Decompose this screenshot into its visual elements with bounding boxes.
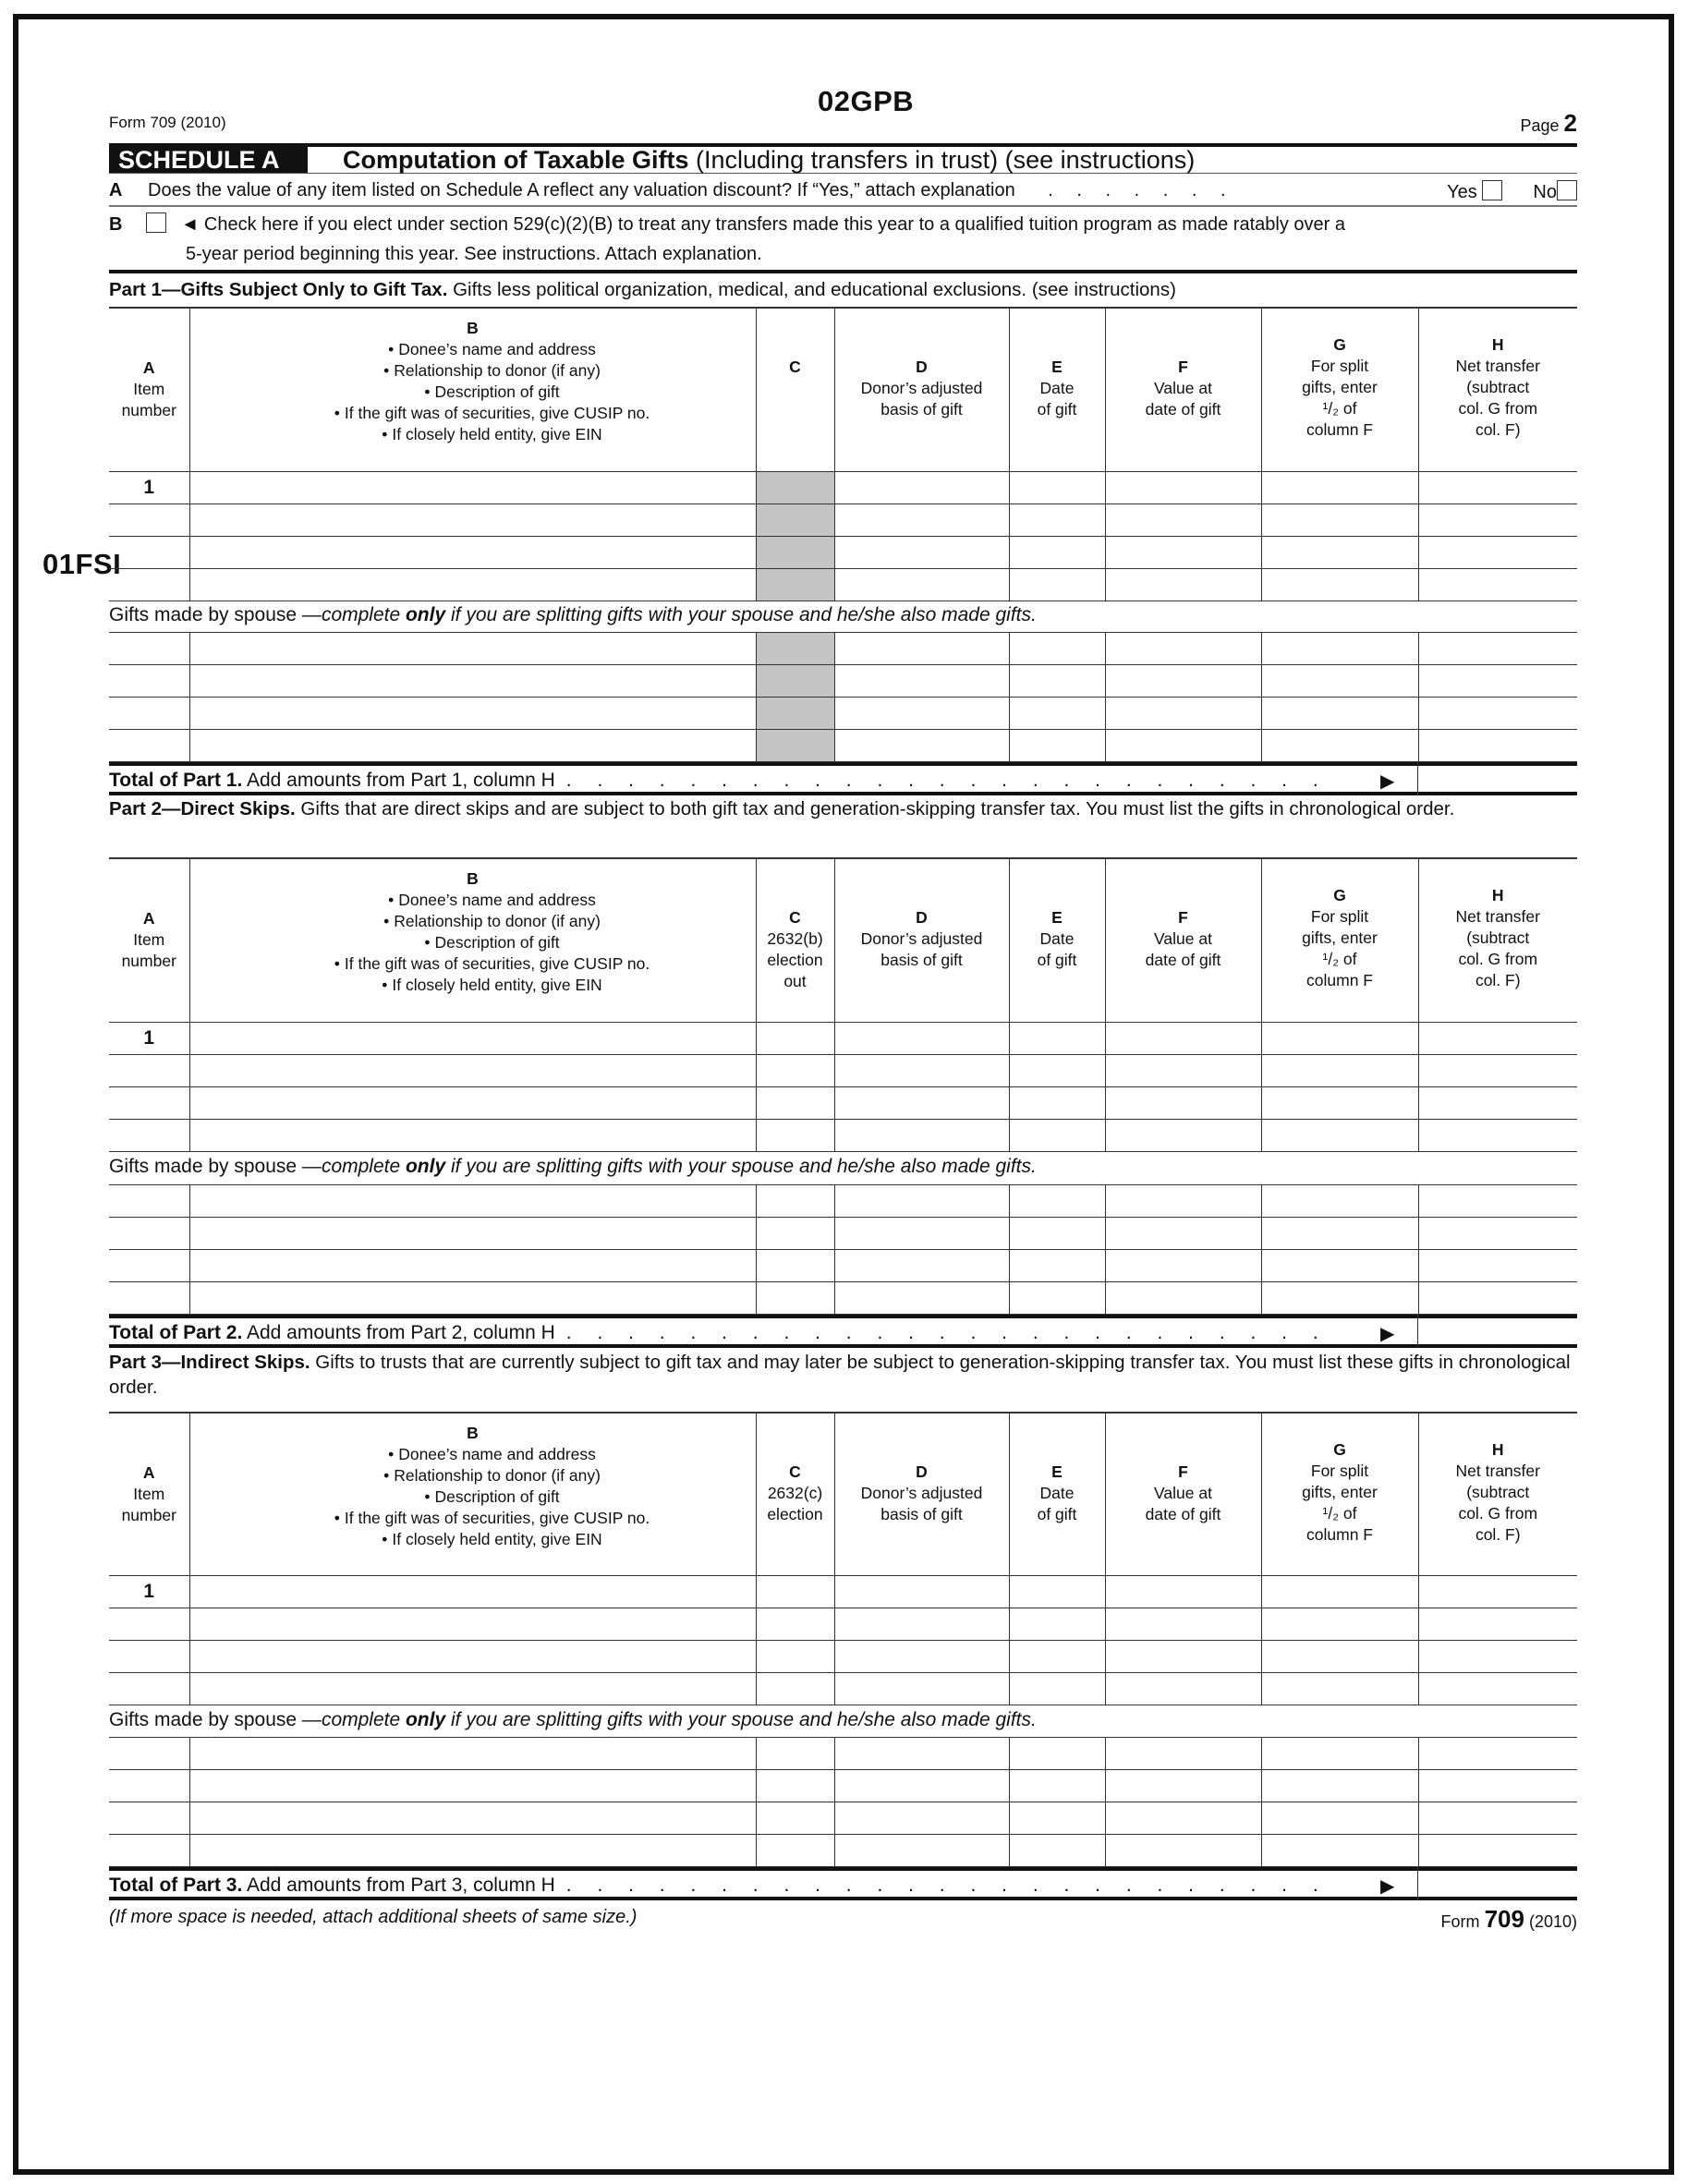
cell-f[interactable] <box>1105 730 1261 762</box>
valuation-discount-yes-checkbox[interactable] <box>1482 180 1502 200</box>
cell-b[interactable] <box>189 1802 756 1835</box>
cell-g[interactable] <box>1261 633 1418 665</box>
cell-h[interactable] <box>1418 1640 1577 1672</box>
part-1-total-field[interactable] <box>1417 762 1578 795</box>
arrow-right-icon: ▶ <box>1380 1324 1395 1344</box>
cell-h[interactable] <box>1418 1672 1577 1705</box>
part-2-title: Part 2—Direct Skips. Gifts that are direct skips and are subject to both gift tax and generation-skipping transfer tax. You must list the gifts in chronological order. <box>109 798 1455 819</box>
cell-g[interactable] <box>1261 1575 1418 1608</box>
table-row <box>109 504 1577 536</box>
part-2-spouse-table <box>109 1184 1577 1315</box>
col-a-header: A Item number <box>109 1413 189 1575</box>
cell-c[interactable] <box>756 1022 834 1054</box>
cell-f[interactable] <box>1105 536 1261 568</box>
cell-c[interactable] <box>756 1835 834 1867</box>
cell-h[interactable] <box>1418 504 1577 536</box>
cell-g[interactable] <box>1261 504 1418 536</box>
cell-c[interactable] <box>756 1672 834 1705</box>
cell-d[interactable] <box>834 1119 1009 1151</box>
cell-g[interactable] <box>1261 665 1418 698</box>
cell-g[interactable] <box>1261 1218 1418 1250</box>
cell-g[interactable] <box>1261 568 1418 601</box>
stamp-top: 02GPB <box>818 85 915 117</box>
table-row <box>109 536 1577 568</box>
cell-g[interactable] <box>1261 471 1418 504</box>
cell-c[interactable] <box>756 1185 834 1218</box>
cell-c-shaded <box>756 504 834 536</box>
cell-f[interactable] <box>1105 1640 1261 1672</box>
footer-note: (If more space is needed, attach additional sheets of same size.) <box>109 1907 638 1927</box>
cell-f[interactable] <box>1105 1282 1261 1315</box>
cell-h[interactable] <box>1418 633 1577 665</box>
part-3-spouse-table <box>109 1737 1577 1867</box>
col-c-header: C <box>756 308 834 471</box>
cell-f[interactable] <box>1105 1022 1261 1054</box>
table-row <box>109 698 1577 730</box>
cell-h[interactable] <box>1418 1086 1577 1119</box>
table-row <box>109 1218 1577 1250</box>
table-row <box>109 633 1577 665</box>
col-c-header: C 2632(c) election <box>756 1413 834 1575</box>
cell-g[interactable] <box>1261 1119 1418 1151</box>
cell-e[interactable] <box>1009 1054 1105 1086</box>
col-b-header: B • Donee’s name and address • Relationship to donor (if any) • Description of gift • If the gift was of securities, give CUSIP no. • If closely held entity, give EIN <box>189 308 756 471</box>
table-row <box>109 1770 1577 1802</box>
cell-c-shaded <box>756 536 834 568</box>
cell-d[interactable] <box>834 1672 1009 1705</box>
cell-e[interactable] <box>1009 1282 1105 1315</box>
cell-b[interactable] <box>189 471 756 504</box>
cell-a[interactable] <box>109 1738 189 1770</box>
cell-e[interactable] <box>1009 1802 1105 1835</box>
cell-f[interactable] <box>1105 1218 1261 1250</box>
cell-b[interactable] <box>189 1054 756 1086</box>
cell-c[interactable] <box>756 1282 834 1315</box>
cell-a[interactable] <box>109 633 189 665</box>
cell-d[interactable] <box>834 1835 1009 1867</box>
cell-d[interactable] <box>834 1608 1009 1640</box>
cell-c[interactable] <box>756 1250 834 1282</box>
cell-f[interactable] <box>1105 471 1261 504</box>
table-row: 1 <box>109 1022 1577 1054</box>
cell-f[interactable] <box>1105 504 1261 536</box>
cell-b[interactable] <box>189 1218 756 1250</box>
cell-b[interactable] <box>189 1608 756 1640</box>
cell-b[interactable] <box>189 1119 756 1151</box>
col-f-header: F Value at date of gift <box>1105 1413 1261 1575</box>
cell-f[interactable] <box>1105 1086 1261 1119</box>
cell-e[interactable] <box>1009 1185 1105 1218</box>
cell-d[interactable] <box>834 1218 1009 1250</box>
cell-a[interactable] <box>109 698 189 730</box>
cell-c[interactable] <box>756 1608 834 1640</box>
part-2-spouse-note: Gifts made by spouse —complete only if you are splitting gifts with your spouse and he/she also made gifts. <box>109 1156 1037 1177</box>
col-b-header: B • Donee’s name and address • Relationship to donor (if any) • Description of gift • If the gift was of securities, give CUSIP no. • If closely held entity, give EIN <box>189 1413 756 1575</box>
cell-h[interactable] <box>1418 1608 1577 1640</box>
cell-f[interactable] <box>1105 1054 1261 1086</box>
cell-d[interactable] <box>834 1770 1009 1802</box>
col-d-header: D Donor’s adjusted basis of gift <box>834 858 1009 1022</box>
part-1-title: Part 1—Gifts Subject Only to Gift Tax. Gifts less political organization, medical, and educational exclusions. (see instructions) <box>109 279 1176 300</box>
cell-d[interactable] <box>834 698 1009 730</box>
cell-e[interactable] <box>1009 536 1105 568</box>
cell-e[interactable] <box>1009 568 1105 601</box>
cell-d[interactable] <box>834 1282 1009 1315</box>
col-e-header: E Date of gift <box>1009 1413 1105 1575</box>
cell-a[interactable] <box>109 1054 189 1086</box>
cell-h[interactable] <box>1418 1054 1577 1086</box>
table-row <box>109 1185 1577 1218</box>
cell-c-shaded <box>756 730 834 762</box>
cell-b[interactable] <box>189 1770 756 1802</box>
table-row <box>109 1672 1577 1705</box>
cell-e[interactable] <box>1009 730 1105 762</box>
table-row <box>109 665 1577 698</box>
cell-d[interactable] <box>834 1640 1009 1672</box>
col-e-header: E Date of gift <box>1009 858 1105 1022</box>
cell-a[interactable] <box>109 568 189 601</box>
cell-h[interactable] <box>1418 1185 1577 1218</box>
col-b-header: B • Donee’s name and address • Relationship to donor (if any) • Description of gift • If the gift was of securities, give CUSIP no. • If closely held entity, give EIN <box>189 858 756 1022</box>
cell-g[interactable] <box>1261 1802 1418 1835</box>
cell-f[interactable] <box>1105 633 1261 665</box>
cell-h[interactable] <box>1418 568 1577 601</box>
table-row <box>109 1282 1577 1315</box>
cell-d[interactable] <box>834 1054 1009 1086</box>
table-row <box>109 1802 1577 1835</box>
part-1-spouse-table <box>109 632 1577 762</box>
cell-b[interactable] <box>189 633 756 665</box>
table-row <box>109 1250 1577 1282</box>
cell-d[interactable] <box>834 1738 1009 1770</box>
cell-c[interactable] <box>756 1054 834 1086</box>
cell-a[interactable] <box>109 536 189 568</box>
cell-c-shaded <box>756 665 834 698</box>
cell-a[interactable] <box>109 1608 189 1640</box>
table-row <box>109 1640 1577 1672</box>
divider <box>109 205 1577 207</box>
col-f-header: F Value at date of gift <box>1105 308 1261 471</box>
cell-e[interactable] <box>1009 471 1105 504</box>
cell-f[interactable] <box>1105 1608 1261 1640</box>
cell-c[interactable] <box>756 1086 834 1119</box>
cell-h[interactable] <box>1418 1575 1577 1608</box>
cell-e[interactable] <box>1009 1640 1105 1672</box>
cell-a[interactable] <box>109 1770 189 1802</box>
section-529-election-checkbox[interactable] <box>146 212 166 233</box>
cell-c[interactable] <box>756 1575 834 1608</box>
cell-b[interactable] <box>189 1086 756 1119</box>
table-row: 1 <box>109 1575 1577 1608</box>
cell-b[interactable] <box>189 698 756 730</box>
cell-g[interactable] <box>1261 1022 1418 1054</box>
arrow-left-icon: ◄ <box>180 214 200 235</box>
cell-g[interactable] <box>1261 698 1418 730</box>
cell-d[interactable] <box>834 1575 1009 1608</box>
cell-b[interactable] <box>189 1835 756 1867</box>
cell-a[interactable] <box>109 1086 189 1119</box>
cell-d[interactable] <box>834 633 1009 665</box>
col-g-header: G For split gifts, enter ¹/₂ of column F <box>1261 1413 1418 1575</box>
cell-a[interactable] <box>109 1218 189 1250</box>
cell-c[interactable] <box>756 1770 834 1802</box>
footer-form-id: Form 709 (2010) <box>1440 1905 1577 1933</box>
cell-e[interactable] <box>1009 1086 1105 1119</box>
part-1-total-row: Total of Part 1. Add amounts from Part 1, column H . . . . . . . . . . . . . . . . . . . . . . . . . ▶ <box>109 762 1577 795</box>
cell-g[interactable] <box>1261 1086 1418 1119</box>
col-d-header: D Donor’s adjusted basis of gift <box>834 308 1009 471</box>
cell-b[interactable] <box>189 568 756 601</box>
cell-h[interactable] <box>1418 1218 1577 1250</box>
cell-f[interactable] <box>1105 1119 1261 1151</box>
schedule-header <box>109 143 1577 174</box>
cell-h[interactable] <box>1418 1738 1577 1770</box>
cell-b[interactable] <box>189 1640 756 1672</box>
cell-a[interactable] <box>109 1640 189 1672</box>
question-a: A Does the value of any item listed on Schedule A reflect any valuation discount? If “Yes,” attach explanation . . . . . . . Yes No <box>109 180 1577 201</box>
cell-a[interactable] <box>109 1802 189 1835</box>
part-1-spouse-note: Gifts made by spouse —complete only if you are splitting gifts with your spouse and he/she also made gifts. <box>109 604 1037 625</box>
cell-h[interactable] <box>1418 471 1577 504</box>
part-3-table <box>109 1412 1577 1705</box>
cell-e[interactable] <box>1009 633 1105 665</box>
cell-b[interactable] <box>189 536 756 568</box>
cell-h[interactable] <box>1418 1802 1577 1835</box>
cell-b[interactable] <box>189 1738 756 1770</box>
cell-g[interactable] <box>1261 1738 1418 1770</box>
cell-f[interactable] <box>1105 1672 1261 1705</box>
cell-f[interactable] <box>1105 1770 1261 1802</box>
cell-d[interactable] <box>834 665 1009 698</box>
cell-a[interactable] <box>109 1185 189 1218</box>
cell-g[interactable] <box>1261 1835 1418 1867</box>
part-3-total-row: Total of Part 3. Add amounts from Part 3, column H . . . . . . . . . . . . . . . . . . . . . . . . . ▶ <box>109 1867 1577 1900</box>
cell-d[interactable] <box>834 1185 1009 1218</box>
cell-b[interactable] <box>189 1250 756 1282</box>
table-row <box>109 1835 1577 1867</box>
cell-g[interactable] <box>1261 1250 1418 1282</box>
cell-f[interactable] <box>1105 1802 1261 1835</box>
cell-e[interactable] <box>1009 1835 1105 1867</box>
cell-d[interactable] <box>834 1802 1009 1835</box>
cell-f[interactable] <box>1105 1185 1261 1218</box>
cell-a[interactable] <box>109 1119 189 1151</box>
cell-g[interactable] <box>1261 1672 1418 1705</box>
cell-h[interactable] <box>1418 1835 1577 1867</box>
cell-c[interactable] <box>756 1119 834 1151</box>
stamp-left: 01FSI <box>43 548 122 580</box>
arrow-right-icon: ▶ <box>1380 1876 1395 1897</box>
cell-h[interactable] <box>1418 1770 1577 1802</box>
table-row <box>109 1086 1577 1119</box>
cell-c[interactable] <box>756 1640 834 1672</box>
cell-h[interactable] <box>1418 665 1577 698</box>
cell-h[interactable] <box>1418 1250 1577 1282</box>
col-h-header: H Net transfer (subtract col. G from col. F) <box>1418 858 1577 1022</box>
part-3-title: Part 3—Indirect Skips. Gifts to trusts that are currently subject to gift tax and may later be subject to generation-skipping transfer tax. You must list these gifts in chronological order. <box>109 1352 1571 1398</box>
cell-c-shaded <box>756 568 834 601</box>
schedule-tag: SCHEDULE A <box>109 147 308 173</box>
part-2-total-field[interactable] <box>1417 1315 1578 1348</box>
cell-c[interactable] <box>756 1802 834 1835</box>
table-row: 1 <box>109 471 1577 504</box>
col-g-header: G For split gifts, enter ¹/₂ of column F <box>1261 308 1418 471</box>
cell-b[interactable] <box>189 504 756 536</box>
table-row <box>109 568 1577 601</box>
part-2-total-row: Total of Part 2. Add amounts from Part 2, column H . . . . . . . . . . . . . . . . . . . . . . . . . ▶ <box>109 1315 1577 1348</box>
cell-e[interactable] <box>1009 1218 1105 1250</box>
cell-c-shaded <box>756 633 834 665</box>
cell-d[interactable] <box>834 1250 1009 1282</box>
cell-c-shaded <box>756 471 834 504</box>
cell-b[interactable] <box>189 730 756 762</box>
table-row <box>109 1608 1577 1640</box>
cell-e[interactable] <box>1009 1575 1105 1608</box>
cell-e[interactable] <box>1009 1250 1105 1282</box>
part-3-spouse-note: Gifts made by spouse —complete only if you are splitting gifts with your spouse and he/she also made gifts. <box>109 1709 1037 1730</box>
cell-b[interactable] <box>189 665 756 698</box>
cell-g[interactable] <box>1261 1282 1418 1315</box>
page-number: Page 2 <box>1520 109 1577 137</box>
table-row <box>109 1738 1577 1770</box>
col-e-header: E Date of gift <box>1009 308 1105 471</box>
table-row <box>109 1119 1577 1151</box>
cell-b[interactable] <box>189 1022 756 1054</box>
cell-d[interactable] <box>834 730 1009 762</box>
cell-a[interactable] <box>109 504 189 536</box>
cell-g[interactable] <box>1261 1185 1418 1218</box>
cell-d[interactable] <box>834 568 1009 601</box>
cell-h[interactable] <box>1418 536 1577 568</box>
cell-c[interactable] <box>756 1738 834 1770</box>
valuation-discount-no-checkbox[interactable] <box>1557 180 1577 200</box>
col-a-header: A Item number <box>109 308 189 471</box>
cell-e[interactable] <box>1009 1022 1105 1054</box>
cell-e[interactable] <box>1009 504 1105 536</box>
col-g-header: G For split gifts, enter ¹/₂ of column F <box>1261 858 1418 1022</box>
col-c-header: C 2632(b) election out <box>756 858 834 1022</box>
cell-a[interactable] <box>109 1835 189 1867</box>
schedule-title: Computation of Taxable Gifts (Including transfers in trust) (see instructions) <box>343 146 1196 174</box>
cell-h[interactable] <box>1418 1022 1577 1054</box>
cell-b[interactable] <box>189 1282 756 1315</box>
part-3-total-field[interactable] <box>1417 1867 1578 1900</box>
part-2-table <box>109 857 1577 1152</box>
arrow-right-icon: ▶ <box>1380 771 1395 792</box>
cell-g[interactable] <box>1261 1640 1418 1672</box>
cell-f[interactable] <box>1105 1250 1261 1282</box>
cell-d[interactable] <box>834 1086 1009 1119</box>
cell-g[interactable] <box>1261 1608 1418 1640</box>
table-row <box>109 1054 1577 1086</box>
cell-g[interactable] <box>1261 1054 1418 1086</box>
col-a-header: A Item number <box>109 858 189 1022</box>
col-d-header: D Donor’s adjusted basis of gift <box>834 1413 1009 1575</box>
cell-b[interactable] <box>189 1672 756 1705</box>
cell-f[interactable] <box>1105 1738 1261 1770</box>
cell-f[interactable] <box>1105 568 1261 601</box>
question-b-line2: 5-year period beginning this year. See instructions. Attach explanation. <box>186 244 762 264</box>
cell-d[interactable] <box>834 536 1009 568</box>
cell-f[interactable] <box>1105 698 1261 730</box>
cell-a[interactable] <box>109 665 189 698</box>
table-row <box>109 730 1577 762</box>
cell-h[interactable] <box>1418 1119 1577 1151</box>
col-f-header: F Value at date of gift <box>1105 858 1261 1022</box>
cell-d[interactable] <box>834 1022 1009 1054</box>
cell-a[interactable] <box>109 1282 189 1315</box>
question-b: B ◄ Check here if you elect under section 529(c)(2)(B) to treat any transfers made this year to a qualified tuition program as made ratably over a <box>109 214 1345 235</box>
cell-b[interactable] <box>189 1185 756 1218</box>
cell-c-shaded <box>756 698 834 730</box>
cell-e[interactable] <box>1009 1672 1105 1705</box>
cell-e[interactable] <box>1009 1770 1105 1802</box>
cell-h[interactable] <box>1418 730 1577 762</box>
cell-h[interactable] <box>1418 698 1577 730</box>
cell-a[interactable] <box>109 730 189 762</box>
cell-c[interactable] <box>756 1218 834 1250</box>
col-h-header: H Net transfer (subtract col. G from col. F) <box>1418 308 1577 471</box>
part-1-table <box>109 307 1577 601</box>
divider <box>109 270 1577 273</box>
cell-e[interactable] <box>1009 1119 1105 1151</box>
cell-f[interactable] <box>1105 1835 1261 1867</box>
cell-g[interactable] <box>1261 730 1418 762</box>
cell-a[interactable] <box>109 1672 189 1705</box>
cell-e[interactable] <box>1009 1608 1105 1640</box>
cell-f[interactable] <box>1105 665 1261 698</box>
cell-e[interactable] <box>1009 698 1105 730</box>
cell-a[interactable] <box>109 1250 189 1282</box>
cell-e[interactable] <box>1009 1738 1105 1770</box>
cell-f[interactable] <box>1105 1575 1261 1608</box>
cell-b[interactable] <box>189 1575 756 1608</box>
cell-h[interactable] <box>1418 1282 1577 1315</box>
cell-d[interactable] <box>834 504 1009 536</box>
cell-g[interactable] <box>1261 1770 1418 1802</box>
col-h-header: H Net transfer (subtract col. G from col. F) <box>1418 1413 1577 1575</box>
form-identifier: Form 709 (2010) <box>109 114 226 131</box>
cell-e[interactable] <box>1009 665 1105 698</box>
cell-g[interactable] <box>1261 536 1418 568</box>
cell-d[interactable] <box>834 471 1009 504</box>
